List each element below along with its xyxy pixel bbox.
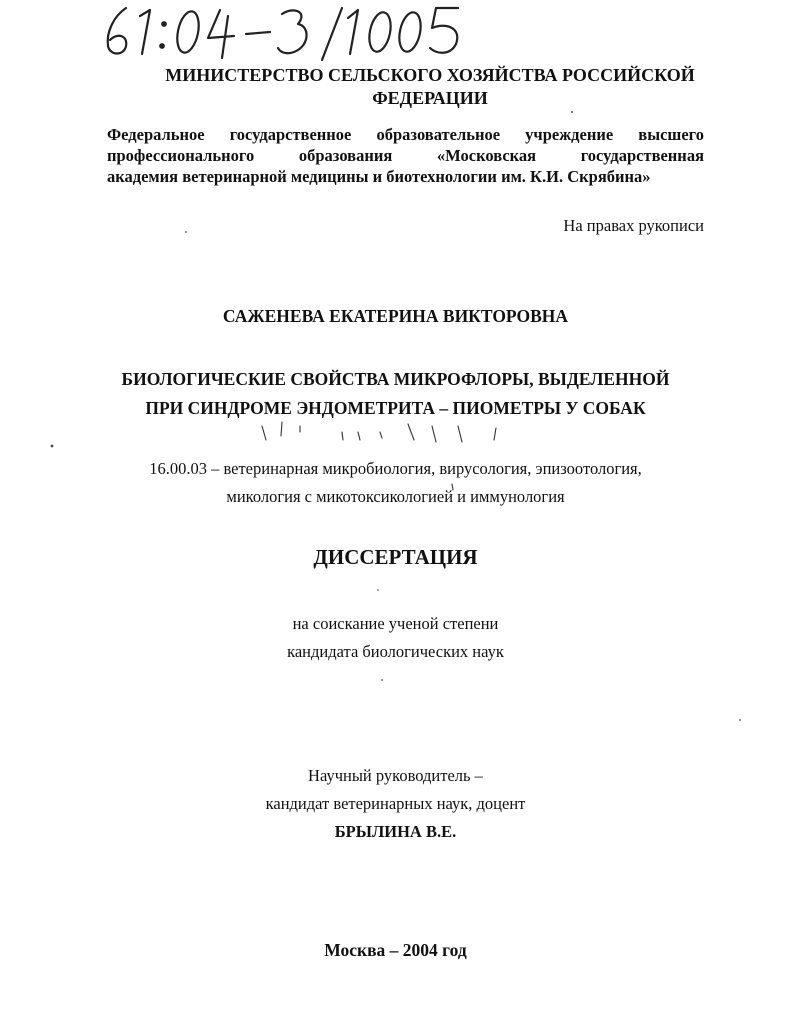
degree-line-2: кандидата биологических наук — [287, 642, 504, 661]
institution-line-2: профессионального образования «Московская государственная — [107, 146, 704, 165]
specialty-code — [100, 455, 691, 511]
author-name: САЖЕНЕВА ЕКАТЕРИНА ВИКТОРОВНА — [222, 306, 569, 326]
document-type: ДИССЕРТАЦИЯ — [313, 545, 478, 569]
specialty-line-2: микология с микотоксикологией и иммунология — [226, 487, 565, 506]
degree-info — [100, 610, 691, 666]
city-year: Москва – 2004 год — [324, 940, 467, 960]
degree-line-1: на соискание ученой степени — [292, 614, 499, 633]
ministry-line-2: ФЕДЕРАЦИИ — [372, 88, 488, 108]
supervisor-block — [100, 762, 691, 846]
supervisor-label: Научный руководитель – — [308, 766, 483, 785]
specialty-line-1: 16.00.03 – ветеринарная микробиология, вирусология, эпизоотология, — [149, 459, 642, 478]
institution-line-1: Федеральное государственное образовательное учреждение высшего — [107, 125, 704, 144]
institution-line-3: академия ветеринарной медицины и биотехнологии им. К.И. Скрябина» — [107, 167, 651, 186]
title-line-2: ПРИ СИНДРОМЕ ЭНДОМЕТРИТА – ПИОМЕТРЫ У СОБАК — [145, 398, 646, 418]
supervisor-name: БРЫЛИНА В.Е. — [334, 822, 457, 841]
rights-notice: На правах рукописи — [563, 216, 704, 235]
ministry-line-1: МИНИСТЕРСТВО СЕЛЬСКОГО ХОЗЯЙСТВА РОССИЙСКОЙ — [165, 65, 695, 85]
supervisor-credentials: кандидат ветеринарных наук, доцент — [265, 794, 526, 813]
title-line-1: БИОЛОГИЧЕСКИЕ СВОЙСТВА МИКРОФЛОРЫ, ВЫДЕЛЕННОЙ — [121, 369, 670, 389]
